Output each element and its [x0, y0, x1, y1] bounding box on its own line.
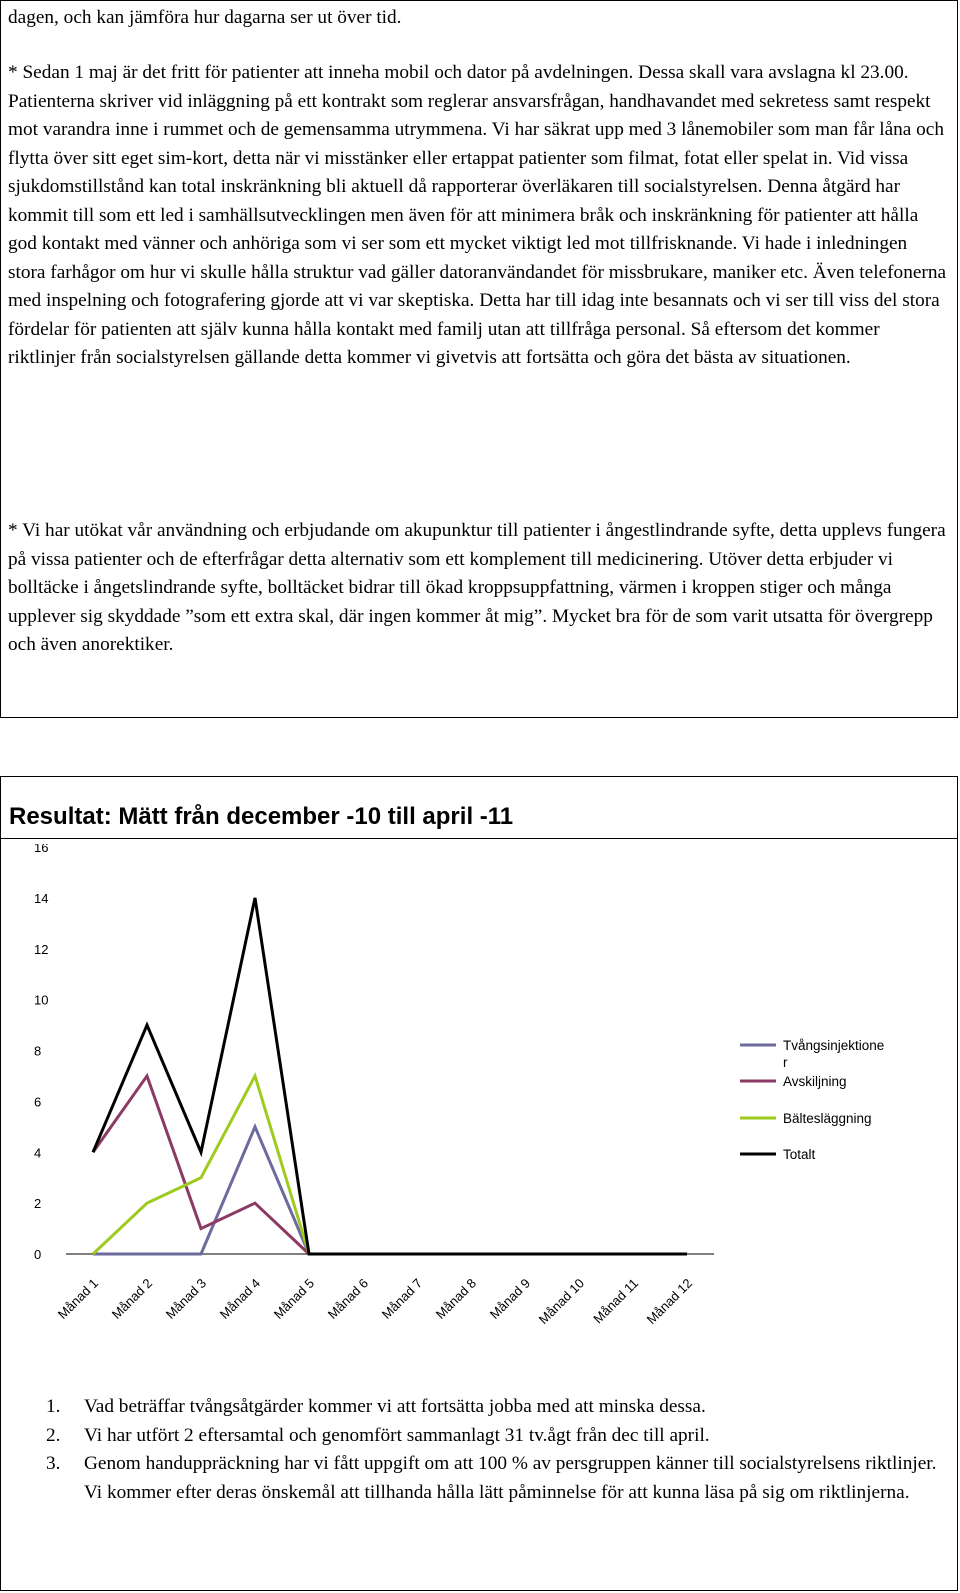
list-text: Vad beträffar tvångsåtgärder kommer vi att fortsätta jobba med att minska dessa. — [84, 1396, 706, 1417]
list-text: Genom handuppräckning har vi fått uppgift om att 100 % av persgruppen känner till socialstyrelsens riktlinjer. Vi kommer efter deras önskemål att tillhanda hålla lätt påminnelse för att kunna läsa på sig om riktlinjerna. — [84, 1453, 937, 1503]
legend-label: Bältesläggning — [783, 1111, 872, 1126]
x-tick-label: Månad 10 — [535, 1275, 588, 1328]
list-item — [46, 1450, 946, 1507]
line-chart — [4, 844, 954, 1384]
legend-label: Totalt — [783, 1147, 816, 1162]
x-tick-label: Månad 2 — [108, 1275, 156, 1322]
series-line-totalt — [93, 898, 687, 1254]
x-tick-label: Månad 7 — [378, 1275, 426, 1322]
x-tick-label: Månad 9 — [486, 1275, 534, 1322]
paragraph-mobile-policy: * Sedan 1 maj är det fritt för patienter att inneha mobil och dator på avdelningen. Dessa skall vara avslagna kl 23.00. Patienterna skriver vid inläggning på ett kontrakt som reglerar ansvarsfrågan, handhavandet med sekretess samt respekt mot varandra inne i rummet och de gemensamma utrymmena. Vi har säkrat upp med 3 lånemobiler som man får låna och flytta över sitt eget sim-kort, detta när vi misstänker eller ertappat patienter som filmat, fotat eller spelat in. Vid vissa sjukdomstillstånd kan total inskränkning bli aktuell då rapporterar överläkaren till socialstyrelsen. Denna åtgärd har kommit till som ett led i samhällsutvecklingen men även för att minimera bråk och inskränkning för patienter att hålla god kontakt med vänner och anhöriga som vi ser som ett mycket viktigt led mot tillfrisknande. Vi hade i inledningen stora farhågor om hur vi skulle hålla struktur vad gäller datoranvändandet för missbrukare, maniker etc. Även telefonerna med inspelning och fotografering gjorde att vi var skeptiska. Detta har till idag inte besannats och vi ser till viss del stora fördelar för patienten att själv kunna hålla kontakt med familj utan att tillfråga personal. Så eftersom det kommer riktlinjer från socialstyrelsen gällande detta kommer vi givetvis att fortsätta och göra det bästa av situationen. — [8, 62, 947, 368]
series-line-avskiljning — [93, 1076, 687, 1254]
x-tick-label: Månad 12 — [643, 1275, 696, 1328]
list-item — [46, 1393, 946, 1422]
results-list — [46, 1393, 946, 1507]
x-tick-label: Månad 4 — [216, 1275, 264, 1322]
list-item — [46, 1422, 946, 1451]
legend-label: Tvångsinjektione — [783, 1038, 885, 1053]
y-tick-label: 6 — [34, 1094, 42, 1110]
legend-label: r — [783, 1055, 788, 1070]
results-heading: Resultat: Mätt från december -10 till april -11 — [9, 803, 514, 830]
y-tick-label: 16 — [34, 844, 49, 855]
series-line-bältesläggning — [93, 1076, 687, 1254]
y-tick-label: 10 — [34, 992, 49, 1008]
y-tick-label: 4 — [34, 1145, 42, 1161]
y-tick-label: 8 — [34, 1043, 42, 1059]
y-tick-label: 2 — [34, 1196, 42, 1212]
heading-divider — [0, 838, 958, 839]
list-number: 3. — [46, 1453, 61, 1474]
chart-container — [4, 844, 954, 1384]
x-tick-label: Månad 8 — [432, 1275, 480, 1322]
list-number: 2. — [46, 1424, 61, 1446]
y-tick-label: 12 — [34, 941, 49, 957]
y-tick-label: 14 — [34, 890, 49, 906]
x-tick-label: Månad 5 — [270, 1275, 318, 1322]
list-text: Vi har utfört 2 eftersamtal och genomfört sammanlagt 31 tv.ågt från dec till april. — [84, 1424, 710, 1446]
x-tick-label: Månad 6 — [324, 1275, 372, 1322]
paragraph-acupuncture: * Vi har utökat vår användning och erbjudande om akupunktur till patienter i ångestlindrande syfte, detta upplevs fungera på vissa patienter och de efterfrågar detta alternativ som ett komplement till medicinering. Utöver detta erbjuder vi bolltäcke i ångetslindrande syfte, bolltäcket bidrar till ökad kroppsuppfattning, värmen i kroppen stiger och många upplever sig skyddade ”som ett extra skal, där ingen kommer åt mig”. Mycket bra för de som varit utsatta för övergrepp och även anorektiker. — [8, 520, 946, 655]
paragraph: dagen, och kan jämföra hur dagarna ser ut över tid. — [8, 7, 402, 28]
y-tick-label: 0 — [34, 1247, 42, 1262]
x-tick-label: Månad 1 — [54, 1275, 102, 1322]
list-number: 1. — [46, 1396, 61, 1417]
x-tick-label: Månad 3 — [162, 1275, 210, 1322]
x-tick-label: Månad 11 — [590, 1275, 642, 1327]
series-line-tvångsinjektioner — [93, 1127, 687, 1254]
legend-label: Avskiljning — [783, 1074, 847, 1089]
